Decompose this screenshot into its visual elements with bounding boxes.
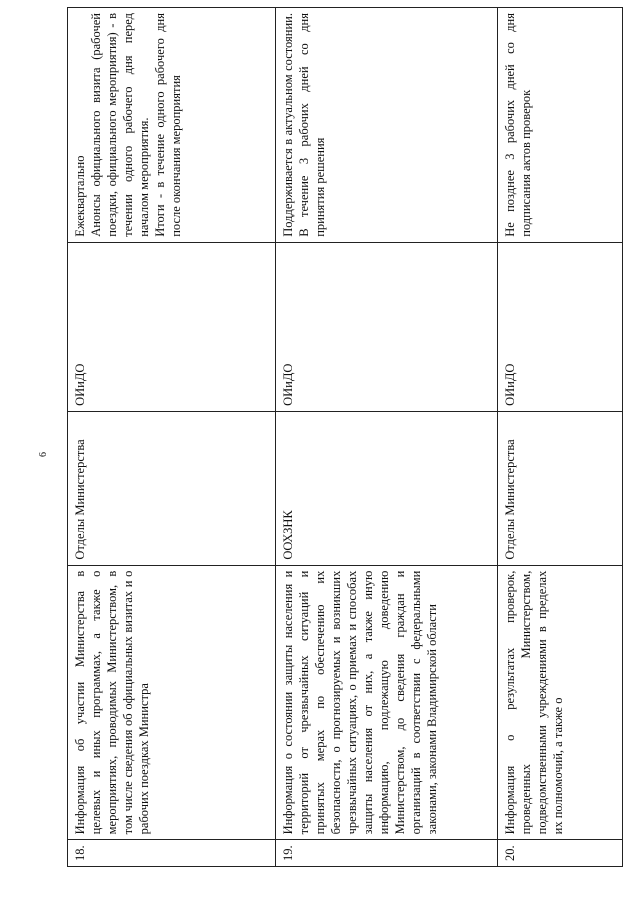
deadline-cell — [276, 8, 498, 243]
table-row — [276, 8, 498, 867]
deadline-line: Ежеквартально — [73, 155, 87, 237]
page-number: 6 — [38, 452, 49, 457]
deadline-line: Поддерживается в актуальном состоянии. В течение 3 рабочих дней со дня принятия решения — [281, 13, 327, 237]
deadline-line: Не позднее 3 рабочих дней со дня подписания актов проверок — [503, 13, 533, 237]
table-row — [498, 8, 623, 867]
publisher-cell: ОИиДО — [498, 242, 623, 411]
responsible-cell: Отделы Министерства — [68, 411, 276, 565]
responsible-cell: Отделы Министерства — [498, 411, 623, 565]
deadline-line: Итоги - в течение одного рабочего дня после окончания мероприятия — [153, 13, 183, 237]
deadline-cell — [498, 8, 623, 243]
information-table — [67, 7, 623, 867]
deadline-cell — [68, 8, 276, 243]
information-cell: Информация о результатах проверок, проведенных Министерством, подведомственными учреждениями в пределах их полномочий, а также о — [498, 565, 623, 840]
table-row — [68, 8, 276, 867]
publisher-cell: ОИиДО — [276, 242, 498, 411]
responsible-cell: ООХЗНК — [276, 411, 498, 565]
information-cell: Информация об участии Министерства в целевых и иных программах, а также о мероприятиях, проводимых Министерством, в том числе сведения об официальных визитах и о рабочих поездках Министра — [68, 565, 276, 840]
information-cell: Информация о состоянии защиты населения и территорий от чрезвычайных ситуаций и принятых мерах по обеспечению их безопасности, о прогнозируемых и возникших чрезвычайных ситуациях, о приемах и способах защиты населения от них, а также иную информацию, подлежащую доведению Министерством, до сведения граждан и организаций в соответствии с федеральными законами, законами Владимирской области — [276, 565, 498, 840]
row-number-cell: 20. — [498, 840, 623, 867]
deadline-line: Анонсы официального визита (рабочей поездки, официального мероприятия) - в течении одного рабочего дня перед началом мероприятия. — [89, 13, 151, 237]
row-number-cell: 19. — [276, 840, 498, 867]
row-number-cell: 18. — [68, 840, 276, 867]
publisher-cell: ОИиДО — [68, 242, 276, 411]
